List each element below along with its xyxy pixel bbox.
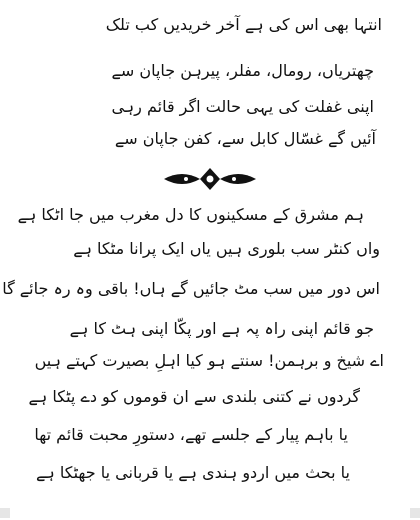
poem-line: چھتریاں، رومال، مفلر، پیرہن جاپان سے bbox=[111, 61, 374, 80]
poem-line: اے شیخ و برہمن! سنتے ہو کیا اہلِ بصیرت کہتے ہیں bbox=[34, 351, 384, 370]
poem-line: یا بحث میں اردو ہندی ہے یا قربانی یا جھٹکا ہے bbox=[36, 463, 350, 482]
page-edge-mark bbox=[410, 508, 420, 518]
poem-line: یا باہم پیار کے جلسے تھے، دستورِ محبت قائم تھا bbox=[34, 425, 348, 444]
floral-divider-icon bbox=[0, 166, 420, 196]
poem-line: جو قائم اپنی راہ پہ ہے اور پکّا اپنی ہٹ کا ہے bbox=[69, 319, 374, 338]
poem-line: انتہا بھی اس کی ہے آخر خریدیں کب تلک bbox=[105, 15, 382, 34]
poem-line: واں کنٹر سب بلوری ہیں یاں ایک پرانا مٹکا ہے bbox=[73, 239, 380, 258]
poem-line: اس دور میں سب مٹ جائیں گے ہاں! باقی وہ رہ جائے گا bbox=[2, 279, 380, 298]
page-edge-mark bbox=[0, 508, 10, 518]
poem-line: آئیں گے غسّال کابل سے، کفن جاپان سے bbox=[114, 129, 376, 148]
poem-line: ہم مشرق کے مسکینوں کا دل مغرب میں جا اٹکا ہے bbox=[17, 205, 364, 224]
poem-line: اپنی غفلت کی یہی حالت اگر قائم رہی bbox=[111, 97, 374, 116]
poem-line: گردوں نے کتنی بلندی سے ان قوموں کو دے پٹکا ہے bbox=[28, 387, 360, 406]
